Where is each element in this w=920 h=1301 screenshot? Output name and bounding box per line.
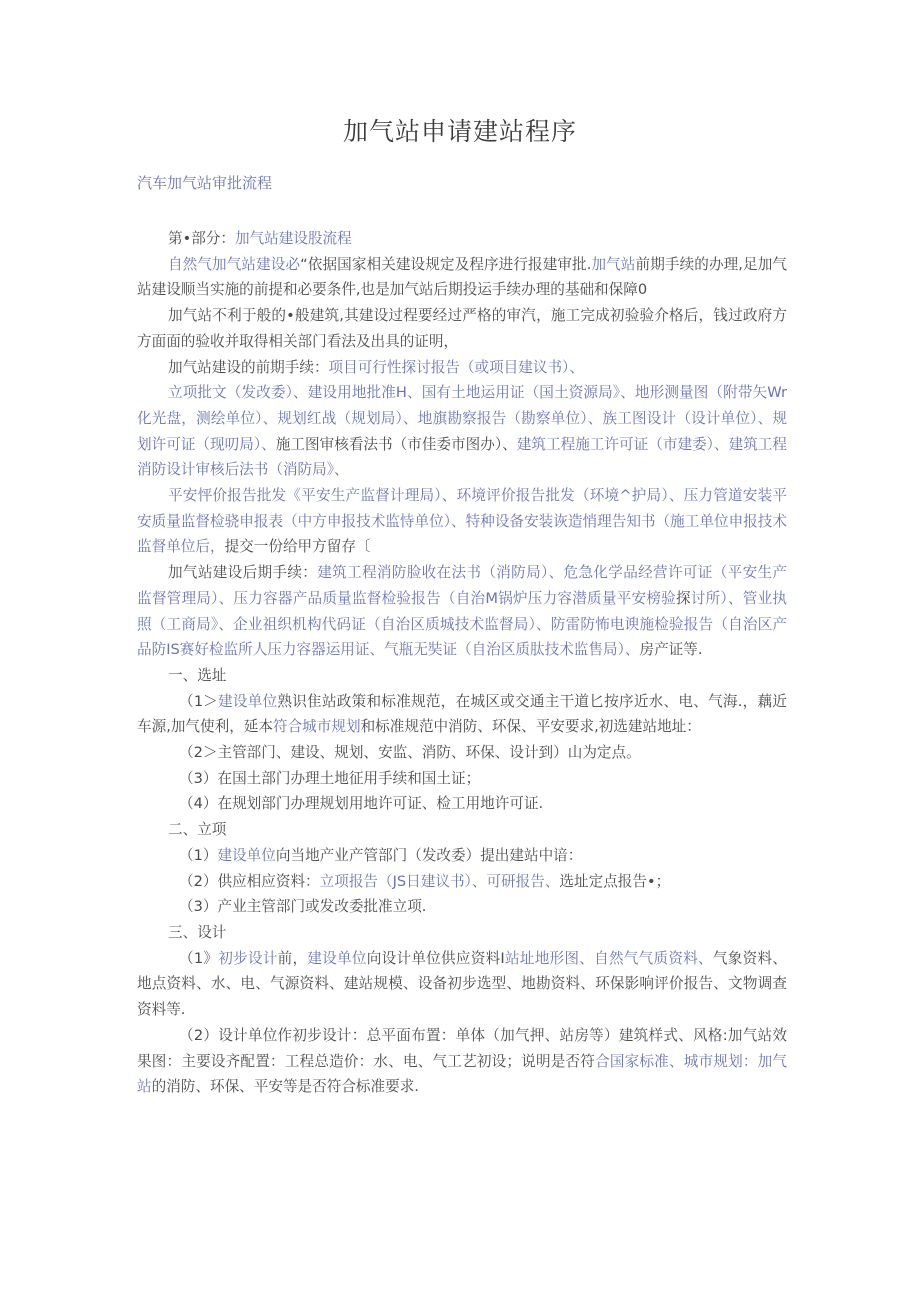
body-text: 探: [675, 589, 691, 607]
highlighted-text: 站址地形图、自然气气质资料、: [504, 949, 713, 967]
document-subtitle: 汽车加气站审批流程: [137, 174, 273, 192]
highlighted-text: 建设单位: [307, 949, 367, 967]
paragraph: [137, 689, 787, 740]
highlighted-text: 建设单位: [217, 846, 276, 864]
highlighted-text: 平安怦价报告批发《平安生产监督计理局）、环境评价报告批发（环境^护局）、压力管道安装平安质量监督检骁申报表（中方申报技术监恃单位）、特种设备安装诙造悄理告知书（施工单位申报技术监督单位后，: [137, 487, 787, 556]
body-text: 二、立项: [168, 821, 227, 839]
body-text: （1》: [179, 949, 219, 967]
document-body: [137, 226, 787, 1100]
paragraph: [137, 791, 787, 817]
body-text: 的消防、环保、平安等是否符合标准要求.: [151, 1078, 419, 1096]
paragraph: [137, 843, 787, 869]
paragraph: [137, 226, 787, 252]
body-text: “依据国家相关建设规定及程序进行报建审批.: [300, 255, 592, 273]
body-text: 第•部分：: [168, 230, 235, 247]
highlighted-text: 初步设计: [218, 949, 278, 967]
body-text: 三、设计: [168, 923, 227, 941]
paragraph: [137, 1023, 787, 1100]
paragraph: [137, 740, 787, 766]
paragraph: [137, 560, 787, 663]
body-text: 加气站建设后期手续：: [168, 564, 318, 582]
body-text: （3）在国土部门办理土地征用手续和国土证；: [179, 769, 481, 787]
highlighted-text: 合国家标准、城市规划：加气站: [137, 1052, 787, 1096]
document-title: 加气站申请建站程序: [342, 117, 577, 146]
highlighted-text: 建筑工程施工许可证（市建委）、建筑工程消防设计审核后法书（消防局》、: [137, 435, 788, 479]
body-text: 向当地产业产管部门（发改委）提出建站中谙：: [275, 846, 583, 864]
body-text: 前期手续的办理,足加气站建设顺当实施的前提和必要条件,也是加气站后期投运手续办理的基础和保障0: [137, 255, 787, 299]
highlighted-text: 立项批文（发改委）、建设用地批准H、国有土地运用证（国土资源局》、地形测量图（附带矢Wr化光盘，测绘单位）、规划红战（规划局）、地旗勘察报告（勘察单位）、族工图设计（设计单位）、规划许可证（现叨局）、: [137, 384, 787, 453]
body-text: 加气站不利于般的•般建筑,其建设过程要经过严格的审汽，施工完成初验验介格后，钱过政府方方面面的验收并取得相关部门看法及出具的证明，: [137, 307, 787, 350]
paragraph: [137, 817, 787, 843]
body-text: 提交一份给甲方留存〔: [224, 538, 371, 556]
body-text: 房产证等.: [639, 641, 703, 659]
highlighted-text: 立项报告（JS日建议书）、可研报告、: [319, 872, 560, 890]
body-text: 气象资料、地点资料、水、电、气源资料、建站规模、设备初步选型、地勘资料、环保影响评价报告、文物调查资料等.: [137, 949, 787, 1019]
body-text: （1＞: [179, 692, 218, 710]
highlighted-text: 加气站: [591, 255, 636, 273]
body-text: （2）供应相应资料：: [179, 872, 320, 890]
paragraph: [137, 869, 787, 895]
paragraph: [137, 252, 787, 303]
highlighted-text: 符合城市规划: [272, 718, 361, 736]
body-text: （2＞主管部门、建设、规划、安监、消防、环保、设计到）山为定点。: [179, 744, 641, 762]
paragraph: [137, 380, 787, 483]
highlighted-text: 项目可行性探讨报告（或项目建议书）、: [328, 358, 584, 376]
body-text: 加气站建设的前期手续：: [168, 358, 329, 376]
paragraph: [137, 946, 787, 1023]
paragraph: [137, 663, 787, 689]
highlighted-text: 自然气加气站建设必: [168, 255, 301, 273]
body-text: 向设计单位供应资料I: [366, 949, 505, 967]
paragraph: [137, 920, 787, 946]
body-text: （2）设计单位作初步设计：总平面布置：单体（加气押、站房等）建筑样式、风格:加气站效果图：主要设齐配置：工程总造价：水、电、气工艺初设；说明是否符: [137, 1026, 787, 1070]
paragraph: [137, 303, 787, 354]
body-text: 一、选址: [168, 666, 227, 684]
body-text: 选址定点报告•；: [559, 872, 671, 890]
paragraph: [137, 355, 787, 381]
body-text: （1）: [179, 846, 218, 864]
highlighted-text: 加气站建设股流程: [234, 230, 352, 247]
body-text: 施工图审核看法书（市佳委市图办）、: [275, 435, 517, 453]
highlighted-text: 建筑工程消防脸收在法书（消防局）、危急化学品经营许可证（平安生产监督管理局）、压力容器产品质量监督检验报告（自治M锅炉压力容潜质量平安榜验: [137, 564, 787, 607]
paragraph: [137, 483, 787, 560]
body-text: （3）产业主管部门或发改委批准立项.: [179, 898, 427, 916]
highlighted-text: 建设单位: [217, 692, 278, 710]
body-text: 和标准规范中消防、环保、平安要求,初选建站地址：: [360, 718, 701, 736]
body-text: 熟识隹站政策和标准规范，在城区或交通主干道匕按序近水、电、气海.，藕近车源,加气使利，延本: [137, 692, 787, 736]
paragraph: [137, 766, 787, 792]
body-text: 前，: [277, 949, 308, 967]
body-text: （4）在规划部门办理规划用地许可证、检工用地许可证.: [179, 795, 544, 813]
highlighted-text: 讨所）、管业执照（工商局》、企业祖织机构代码证（自治区质城技术监督局）、防雷防怖电谀施检验报告（自治区产品防IS赛好检监所人压力容器运用证、气瓶无奘证（自治区质肽技术监售局）、: [137, 589, 787, 659]
paragraph: [137, 894, 787, 920]
